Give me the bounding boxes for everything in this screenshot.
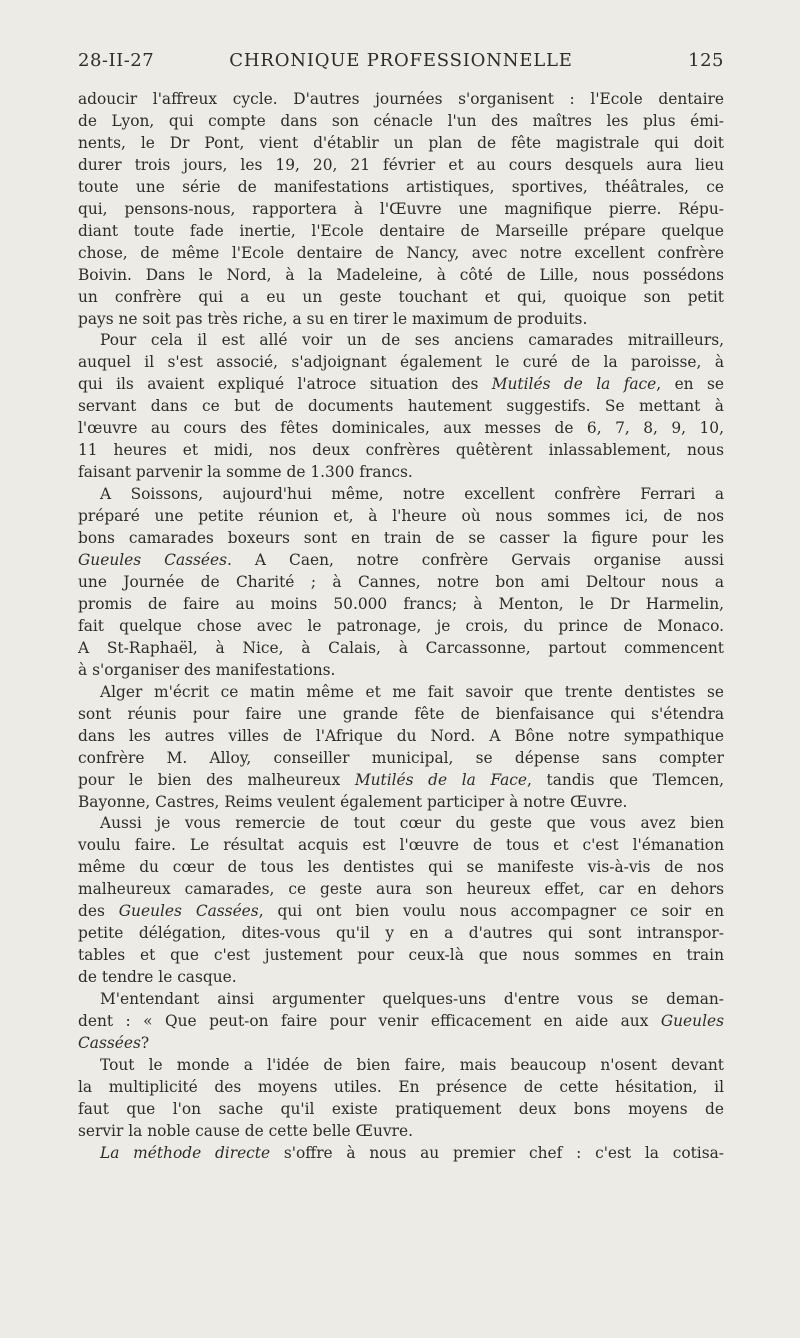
text-line: 11 heures et midi, nos deux confrères quêtèrent inlassablement, nous — [78, 441, 724, 460]
text-line: qui ils avaient expliqué l'atroce situation des Mutilés de la face, en se — [78, 375, 724, 394]
text-line: fait quelque chose avec le patronage, je crois, du prince de Monaco. — [78, 616, 724, 635]
text-line: chose, de même l'Ecole dentaire de Nancy, avec notre excellent confrère — [78, 243, 724, 262]
text-line: à s'organiser des manifestations. — [78, 660, 336, 679]
text-line: l'œuvre au cours des fêtes dominicales, aux messes de 6, 7, 8, 9, 10, — [78, 419, 724, 438]
text-line: Boivin. Dans le Nord, à la Madeleine, à côté de Lille, nous possédons — [78, 265, 724, 284]
text-line: diant toute fade inertie, l'Ecole dentaire de Marseille prépare quelque — [78, 221, 724, 240]
text-line: A Soissons, aujourd'hui même, notre excellent confrère Ferrari a — [100, 485, 724, 504]
text-line: durer trois jours, les 19, 20, 21 février et au cours desquels aura lieu — [78, 155, 724, 174]
text-line: des Gueules Cassées, qui ont bien voulu nous accompagner ce soir en — [78, 902, 724, 921]
text-line: dans les autres villes de l'Afrique du Nord. A Bône notre sympathique — [78, 726, 724, 745]
italic-title: Gueules — [660, 1012, 724, 1031]
text-line: qui, pensons-nous, rapportera à l'Œuvre une magnifique pierre. Répu- — [78, 199, 724, 218]
text-line: tables et que c'est justement pour ceux-là que nous sommes en train — [78, 946, 724, 965]
italic-title: La méthode directe — [100, 1143, 271, 1162]
text-line: Bayonne, Castres, Reims veulent également participer à notre Œuvre. — [78, 792, 628, 811]
text-line: M'entendant ainsi argumenter quelques-uns d'entre vous se deman- — [100, 990, 724, 1009]
text-line: servir la noble cause de cette belle Œuvre. — [78, 1121, 414, 1140]
text-line: la multiplicité des moyens utiles. En présence de cette hésitation, il — [78, 1077, 724, 1096]
page-number: 125 — [688, 50, 724, 71]
italic-title: Gueules Cassées — [78, 551, 228, 570]
text-line: préparé une petite réunion et, à l'heure où nous sommes ici, de nos — [78, 507, 724, 526]
text-line: Cassées? — [78, 1033, 150, 1052]
text-line: Aussi je vous remercie de tout cœur du geste que vous avez bien — [100, 814, 724, 833]
text-line: sont réunis pour faire une grande fête de bienfaisance qui s'étendra — [78, 704, 724, 723]
text-line: pour le bien des malheureux Mutilés de la Face, tandis que Tlemcen, — [78, 770, 725, 789]
text-line: La méthode directe s'offre à nous au premier chef : c'est la cotisa- — [100, 1143, 725, 1162]
text-line: toute une série de manifestations artistiques, sportives, théâtrales, ce — [78, 177, 724, 196]
text-line: adoucir l'affreux cycle. D'autres journées s'organisent : l'Ecole dentaire — [78, 90, 724, 108]
text-line: Alger m'écrit ce matin même et me fait savoir que trente dentistes se — [100, 682, 724, 701]
text-line: faut que l'on sache qu'il existe pratiquement deux bons moyens de — [78, 1099, 724, 1118]
text-line: auquel il s'est associé, s'adjoignant également le curé de la paroisse, à — [78, 353, 724, 372]
running-header — [78, 50, 724, 76]
italic-title: Cassées — [78, 1033, 141, 1052]
italic-title: Mutilés de la face — [491, 375, 657, 394]
text-line: même du cœur de tous les dentistes qui se manifeste vis-à-vis de nos — [78, 858, 724, 877]
italic-title: Gueules Cassées — [118, 902, 259, 921]
text-line: nents, le Dr Pont, vient d'établir un plan de fête magistrale qui doit — [78, 133, 724, 152]
text-line: petite délégation, dites-vous qu'il y en a d'autres qui sont intranspor- — [78, 924, 724, 943]
text-line: promis de faire au moins 50.000 francs; à Menton, le Dr Harmelin, — [78, 594, 724, 613]
text-line: faisant parvenir la somme de 1.300 francs. — [78, 463, 413, 482]
text-line: malheureux camarades, ce geste aura son heureux effet, car en dehors — [78, 880, 724, 899]
text-line: de Lyon, qui compte dans son cénacle l'un des maîtres les plus émi- — [78, 111, 724, 130]
text-line: servant dans ce but de documents hautement suggestifs. Se mettant à — [78, 397, 724, 416]
text-line: pays ne soit pas très riche, a su en tirer le maximum de produits. — [78, 309, 588, 328]
text-line: Gueules Cassées. A Caen, notre confrère Gervais organise aussi — [78, 551, 724, 570]
header-title: CHRONIQUE PROFESSIONNELLE — [229, 50, 573, 71]
italic-title: Mutilés de la Face — [354, 770, 528, 789]
text-line: confrère M. Alloy, conseiller municipal, se dépense sans compter — [78, 748, 724, 767]
text-line: dent : « Que peut-on faire pour venir efficacement en aide aux Gueules — [78, 1012, 724, 1031]
text-line: une Journée de Charité ; à Cannes, notre bon ami Deltour nous a — [78, 572, 724, 591]
body-text — [78, 89, 724, 1165]
text-line: de tendre le casque. — [78, 968, 237, 987]
header-date: 28-II-27 — [78, 50, 155, 71]
text-line: Pour cela il est allé voir un de ses anciens camarades mitrailleurs, — [100, 331, 724, 350]
text-line: voulu faire. Le résultat acquis est l'œuvre de tous et c'est l'émanation — [78, 836, 724, 855]
text-line: bons camarades boxeurs sont en train de se casser la figure pour les — [78, 529, 724, 548]
text-line: un confrère qui a eu un geste touchant et qui, quoique son petit — [78, 287, 724, 306]
text-line: A St-Raphaël, à Nice, à Calais, à Carcassonne, partout commencent — [78, 638, 724, 657]
text-line: Tout le monde a l'idée de bien faire, mais beaucoup n'osent devant — [100, 1055, 724, 1074]
